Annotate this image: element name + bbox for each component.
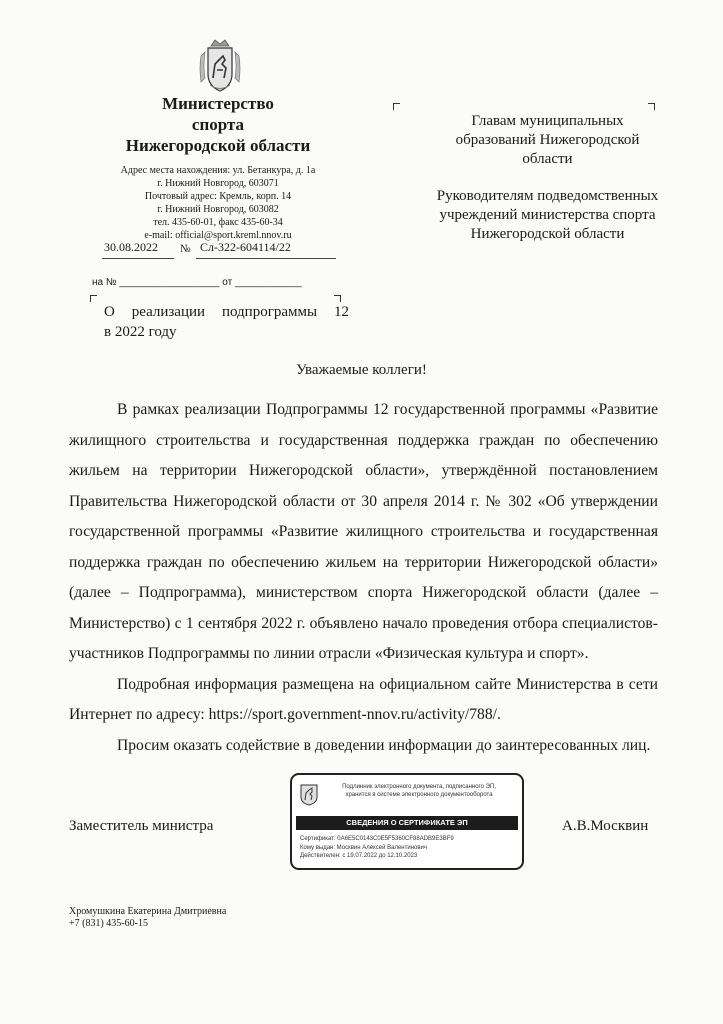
coat-of-arms-icon <box>300 784 318 806</box>
body-line: поддержка граждан по обеспечению жильем на территории Нижегородской области» <box>69 553 658 571</box>
addressee-institutions <box>415 187 680 244</box>
signer-position: Заместитель министра <box>69 818 214 834</box>
ministry-title <box>90 93 346 156</box>
body-line: государственной программы «Развитие жилищного строительства и государственная <box>69 523 658 540</box>
greeting: Уважаемые коллеги! <box>296 362 427 378</box>
number-underline <box>196 258 336 259</box>
ministry-address <box>90 164 346 242</box>
executor-phone: +7 (831) 435-60-15 <box>69 918 148 929</box>
stamp-notice-line: хранится в системе электронного документооборота <box>345 792 493 798</box>
address-line: e-mail: official@sport.kreml.nnov.ru <box>144 230 292 241</box>
body-paragraph <box>69 670 658 731</box>
letter-body <box>69 395 658 761</box>
corner-mark <box>334 295 341 302</box>
letter-subject <box>104 302 349 342</box>
body-paragraph <box>69 395 658 670</box>
stamp-validity: Действителен: с 19.07.2022 до 12.10.2023 <box>300 853 418 860</box>
addressee-line: Руководителям подведомственных <box>436 188 659 204</box>
addressee-municipal <box>415 112 680 169</box>
addressee-line: области <box>522 151 573 167</box>
address-line: тел. 435-60-01, факс 435-60-34 <box>153 217 283 228</box>
registration-date: 30.08.2022 <box>104 240 158 254</box>
registration-number-label: № <box>180 243 191 255</box>
executor-name: Хромушкина Екатерина Дмитриевна <box>69 906 227 917</box>
body-line: Просим оказать содействие в доведении информации до заинтересованных лиц. <box>117 736 651 754</box>
stamp-title: СВЕДЕНИЯ О СЕРТИФИКАТЕ ЭП <box>296 816 518 830</box>
body-line: Подробная информация размещена на официальном сайте Министерства в сети <box>117 675 658 693</box>
body-line: Министерство) с 1 сентября 2022 г. объявлено начало проведения отбора <box>69 614 563 632</box>
addressee-line: Главам муниципальных <box>471 113 624 129</box>
body-line: Правительства Нижегородской области от 30 апреля 2014 г. № 302 «Об утверждении <box>69 492 658 510</box>
stamp-notice-line: Подлинник электронного документа, подписанного ЭП, <box>342 784 496 790</box>
ministry-title-line: Нижегородской области <box>125 136 311 155</box>
addressee-line: учреждений министерства спорта <box>439 207 656 223</box>
corner-mark <box>90 295 97 302</box>
ministry-title-line: Министерство <box>162 94 274 113</box>
body-line: жилищного строительства и государственная поддержка граждан по обеспечению <box>69 431 658 449</box>
stamp-details <box>300 835 516 861</box>
subject-line: О реализации подпрограммы 12 <box>104 304 349 320</box>
address-line: г. Нижний Новгород, 603071 <box>157 178 279 189</box>
executor-info <box>69 906 226 930</box>
body-line: жильем на территории Нижегородской области», утверждённой постановлением <box>69 462 658 479</box>
body-paragraph <box>69 731 658 762</box>
date-underline <box>102 258 174 259</box>
body-line: специалистов-участников Подпрограммы по линии отрасли «Физическая культура <box>69 614 658 662</box>
subject-line: в 2022 году <box>104 324 177 340</box>
addressee-line: образований Нижегородской <box>455 132 640 148</box>
corner-mark <box>393 103 400 110</box>
stamp-certificate: Сертификат: 0A6E5C0143C0E5F5360CF88ADB9E3BF9 <box>300 836 454 842</box>
stamp-owner: Кому выдан: Москвин Алексей Валентинович <box>300 844 428 851</box>
signer-name: А.В.Москвин <box>562 818 649 834</box>
body-line: В рамках реализации Подпрограммы 12 государственной программы «Развитие <box>117 401 658 418</box>
address-line: Почтовый адрес: Кремль, корп. 14 <box>144 191 292 202</box>
ministry-title-line: спорта <box>191 115 245 134</box>
electronic-signature-stamp <box>290 773 524 870</box>
corner-mark <box>648 103 655 110</box>
registration-number: Сл-322-604114/22 <box>200 240 291 254</box>
coat-of-arms-icon <box>197 38 243 94</box>
address-line: Адрес места нахождения: ул. Бетанкура, д. 1а <box>120 165 316 176</box>
body-line: Интернет по адресу: https://sport.government-nnov.ru/activity/788/. <box>69 706 501 723</box>
address-line: г. Нижний Новгород, 603082 <box>157 204 279 215</box>
body-line: (далее – Подпрограмма), министерством спорта Нижегородской области (далее – <box>69 584 658 601</box>
stamp-notice <box>324 783 514 799</box>
body-line: и спорт». <box>527 645 589 662</box>
reference-line: на № __________________ от ____________ <box>92 277 302 288</box>
addressee-line: Нижегородской области <box>470 226 625 242</box>
